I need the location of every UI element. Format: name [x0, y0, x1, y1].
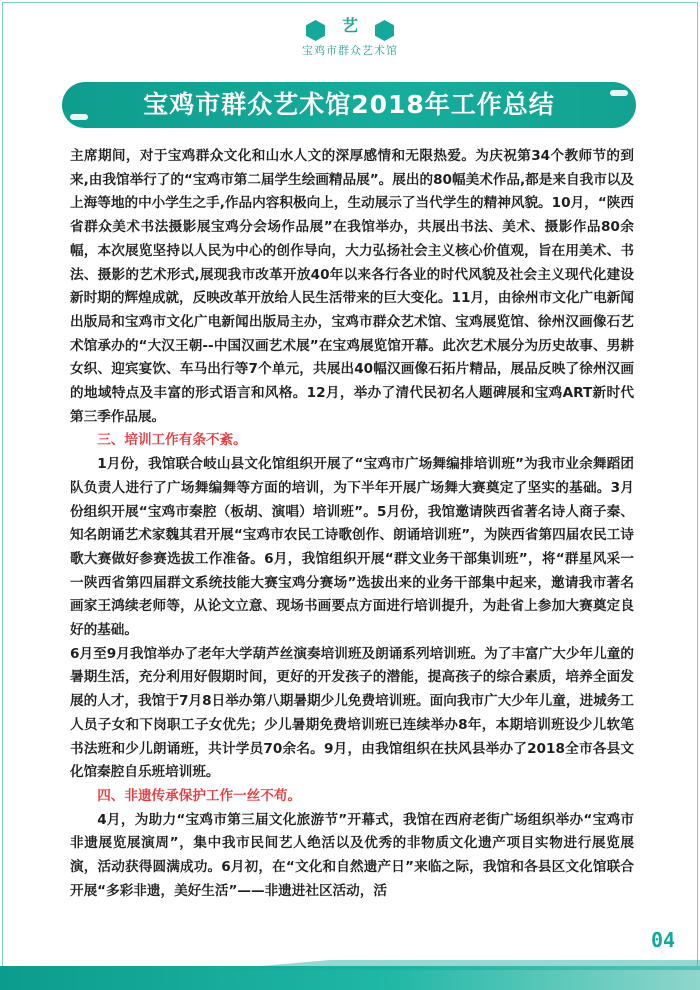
paragraph-training-2: 6月至9月我馆举办了老年大学葫芦丝演奏培训班及朗诵系列培训班。为了丰富广大少年儿童的暑期生活，充分利用好假期时间，更好的开发孩子的潜能，提高孩子的综合素质，培养全面发展的人才，我馆于7月8日举办第八期暑期少儿免费培训班。面向我市广大少年儿童，进城务工人员子女和下岗职工子女优先；少儿暑期免费培训班已连续举办8年，本期培训班设少儿软笔书法班和少儿朗诵班，共计学员70余名。9月，由我馆组织在扶风县举办了2018全市各县文化馆秦腔自乐班培训班。 [70, 645, 634, 781]
bottom-decor-bar [0, 966, 700, 990]
section-heading-training: 三、培训工作有条不紊。 [97, 432, 247, 449]
document-title: 宝鸡市群众艺术馆2018年工作总结 [62, 82, 636, 128]
paragraph-heritage: 4月，为助力“宝鸡市第三届文化旅游节”开幕式，我馆在西府老街广场组织举办“宝鸡市非遗展览展演周”，集中我市民间艺人绝活以及优秀的非物质文化遗产项目实物进行展览展演，活动获得圆满成功。6月初，在“文化和自然遗产日”来临之际，我馆和各县区文化馆联合开展“多彩非遗，美好生活”——非遗进社区活动，活 [70, 811, 634, 899]
document-body [70, 145, 634, 904]
brand-name: 宝鸡市群众艺术馆 [302, 44, 398, 57]
museum-emblem-logo: 艺 [341, 16, 358, 35]
paragraph-training-1: 1月份，我馆联合岐山县文化馆组织开展了“宝鸡市广场舞编排培训班”为我市业余舞蹈团队负责人进行了广场舞编舞等方面的培训，为下半年开展广场舞大赛奠定了坚实的基础。3月份组织开展“宝鸡市秦腔（板胡、演唱）培训班”。5月份，我馆邀请陕西省著名诗人商子秦、知名朗诵艺术家魏其君开展“宝鸡市农民工诗歌创作、朗诵培训班”，为陕西省第四届农民工诗歌大赛做好参赛选拔工作准备。6月，我馆组织开展“群文业务干部集训班”，将“群星风采一一陕西省第四届群文系统技能大赛宝鸡分赛场”选拔出来的业务干部集中起来，邀请我市著名画家王鸿续老师等，从论文立意、现场书画要点方面进行培训提升，为赴省上参加大赛奠定良好的基础。 [70, 456, 634, 639]
paragraph-exhibitions: 主席期间，对于宝鸡群众文化和山水人文的深厚感情和无限热爱。为庆祝第34个教师节的到来,由我馆举行了的“宝鸡市第二届学生绘画精品展”。展出的80幅美术作品,都是来自我市以及上海等地的中小学生之手,作品内容积极向上，生动展示了当代学生的精神风貌。10月，“陕西省群众美术书法摄影展宝鸡分会场作品展”在我馆举办，共展出书法、美术、摄影作品80余幅，本次展览坚持以人民为中心的创作导向，大力弘扬社会主义核心价值观，旨在用美术、书法、摄影的艺术形式,展现我市改革开放40年以来各行各业的时代风貌及社会主义现代化建设新时期的辉煌成就，反映改革开放给人民生活带来的巨大变化。11月，由徐州市文化广电新闻出版局和宝鸡市文化广电新闻出版局主办，宝鸡市群众艺术馆、宝鸡展览馆、徐州汉画像石艺术馆承办的“大汉王朝--中国汉画艺术展”在宝鸡展览馆开幕。此次艺术展分为历史故事、男耕女织、迎宾宴饮、车马出行等7个单元，共展出40幅汉画像石拓片精品，展品反映了徐州汉画的地域特点及丰富的形式语言和风格。12月，举办了清代民初名人题碑展和宝鸡ART新时代第三季作品展。 [70, 148, 634, 425]
page-number: 04 [651, 928, 676, 952]
section-heading-heritage: 四、非遗传承保护工作一丝不苟。 [97, 787, 302, 804]
